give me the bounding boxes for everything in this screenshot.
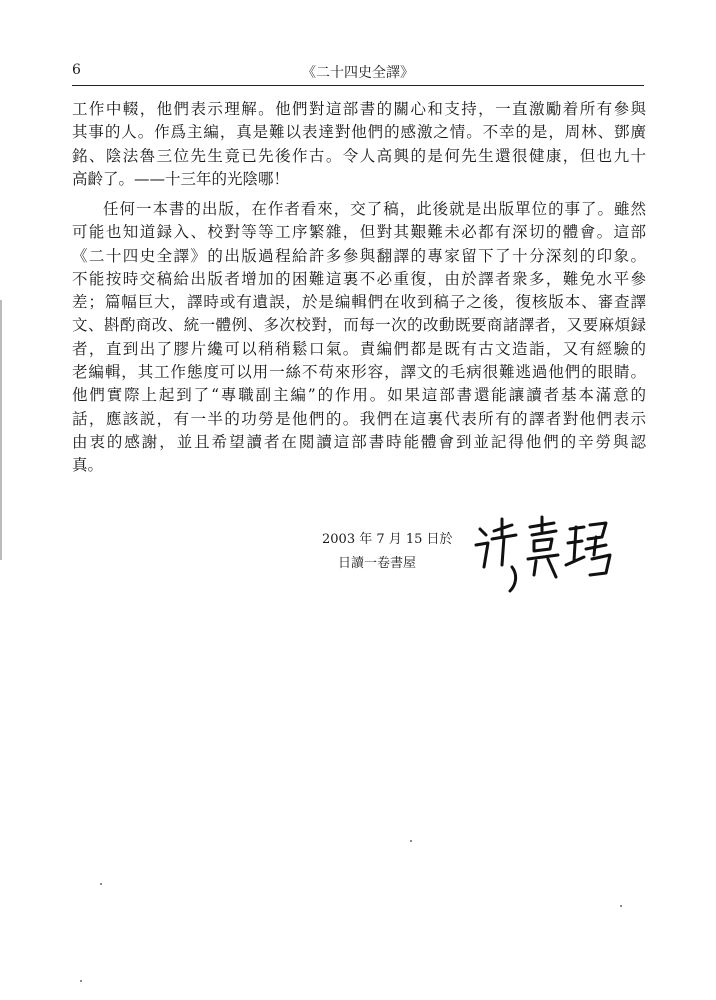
text-line: 老編輯，其工作態度可以用一絲不苟來形容，譯文的毛病很難逃過他們的眼睛。 — [72, 363, 646, 382]
text-line: 文、斟酌商改、統一體例、多次校對，而每一次的改動既要商諸譯者，又要麻煩録 — [72, 316, 646, 335]
paragraph-2 — [72, 198, 646, 478]
text-line: 其事的人。作爲主編，真是難以表達對他們的感激之情。不幸的是，周林、鄧廣 — [72, 123, 646, 142]
text-line: 可能也知道録入、校對等等工序繁雜，但對其艱難未必都有深切的體會。這部 — [72, 223, 646, 242]
text-line: 《二十四史全譯》的出版過程給許多參與翻譯的專家留下了十分深刻的印象。 — [72, 246, 646, 265]
colophon-place: 日讀一卷書屋 — [338, 556, 417, 571]
paragraph-1 — [72, 98, 646, 191]
text-line: 工作中輟，他們表示理解。他們對這部書的關心和支持，一直激勵着所有參與 — [72, 100, 646, 118]
scan-speck — [410, 840, 412, 842]
text-line: 他們實際上起到了“專職副主編”的作用。如果這部書還能讓讀者基本滿意的 — [72, 386, 646, 405]
text-line: 銘、陰法魯三位先生竟已先後作古。令人高興的是何先生還很健康，但也九十 — [72, 146, 646, 165]
scan-edge-shadow — [0, 300, 2, 560]
header-rule — [72, 85, 644, 86]
text-line: 話，應該説，有一半的功勞是他們的。我們在這裏代表所有的譯者對他們表示 — [72, 409, 646, 428]
text-line: 不能按時交稿給出版者增加的困難這裏不必重復，由於譯者衆多，難免水平參 — [72, 269, 646, 288]
text-line: 真。 — [72, 456, 104, 475]
colophon-date: 2003 年 7 月 15 日於 — [322, 532, 453, 547]
handwritten-signature — [472, 515, 622, 593]
scan-speck — [620, 905, 622, 907]
text-line: 者，直到出了膠片纔可以稍稍鬆口氣。責編們都是既有古文造詣，又有經驗的 — [72, 339, 646, 358]
running-header: 《二十四史全譯》 — [302, 65, 414, 81]
text-line: 差；篇幅巨大，譯時或有遺誤，於是编輯們在收到稿子之後，復核版本、審查譯 — [72, 293, 646, 312]
text-line: 任何一本書的出版，在作者看來，交了稿，此後就是出版單位的事了。雖然 — [103, 200, 646, 218]
page-number: 6 — [72, 62, 81, 78]
text-line: 由衷的感謝，並且希望讀者在閲讀這部書時能體會到並記得他們的辛勞與認 — [72, 432, 646, 451]
text-line: 高齡了。——十三年的光陰哪！ — [72, 169, 290, 188]
scan-speck — [100, 883, 102, 885]
scan-speck — [80, 980, 82, 982]
